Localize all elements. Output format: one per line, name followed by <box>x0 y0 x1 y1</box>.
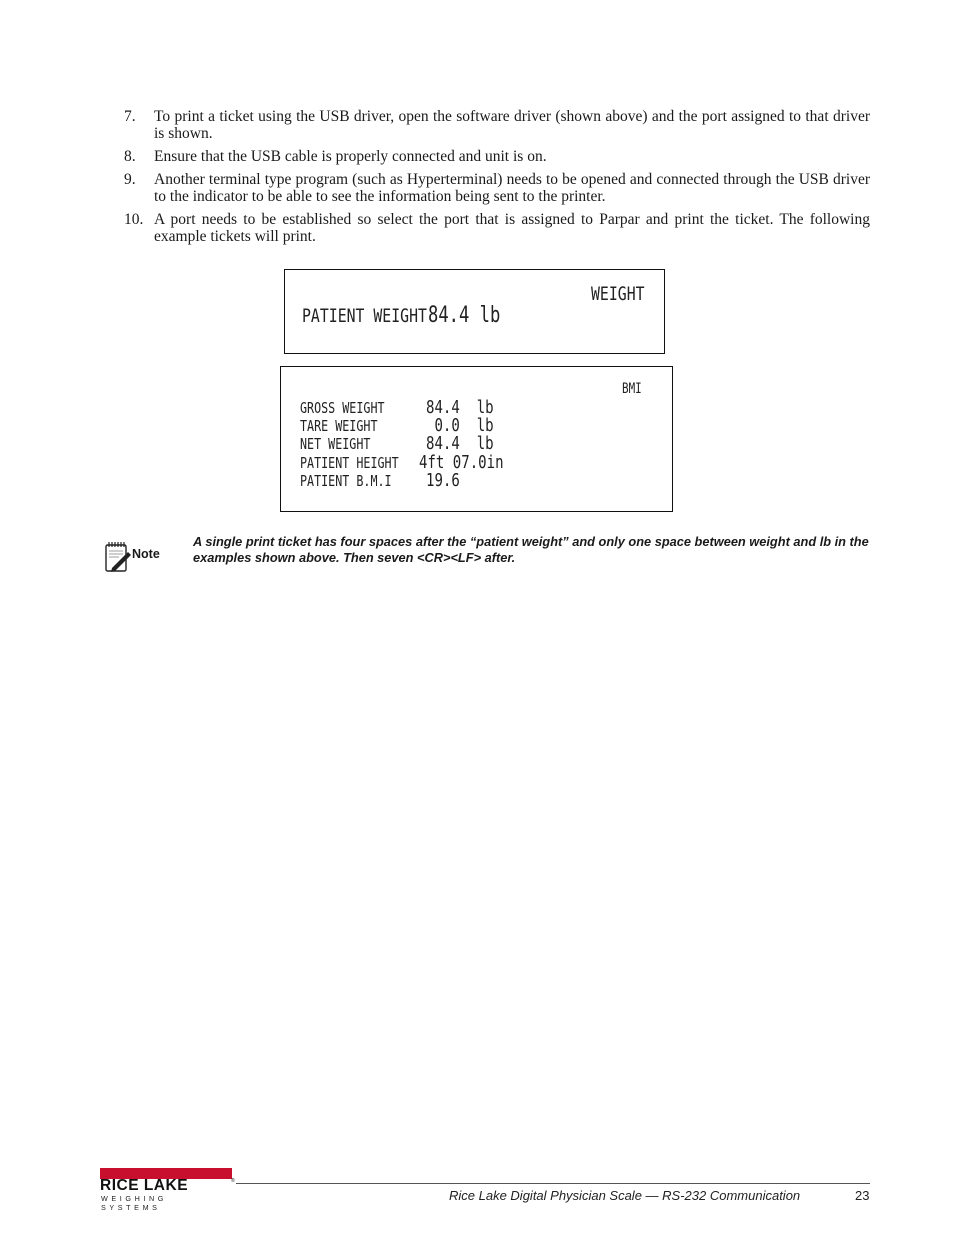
logo-name: RICE LAKE <box>100 1177 189 1194</box>
net-weight-value: 84.4 lb <box>426 433 494 454</box>
patient-bmi-label: PATIENT B.M.I <box>300 472 392 490</box>
step-number: 8. <box>124 148 136 165</box>
logo-subtitle: WEIGHING SYSTEMS <box>101 1194 167 1212</box>
step-text: Another terminal type program (such as Hyperterminal) needs to be opened and connected through the USB driver to the indicator to be able to see the information being sent to the printer. <box>154 171 870 205</box>
step-7 <box>124 108 870 142</box>
step-8 <box>124 148 870 165</box>
patient-height-label: PATIENT HEIGHT <box>300 454 399 472</box>
step-9 <box>124 171 870 205</box>
notepad-pencil-icon <box>104 540 131 573</box>
tare-weight-value: 0.0 lb <box>426 415 494 436</box>
rice-lake-logo <box>100 1168 235 1212</box>
note-text: A single print ticket has four spaces after the “patient weight” and only one space between weight and lb in the examples shown above. Then seven <CR><LF> after. <box>193 534 869 565</box>
patient-weight-label: PATIENT WEIGHT <box>302 305 427 327</box>
footer-title: Rice Lake Digital Physician Scale — RS-232 Communication <box>449 1188 801 1203</box>
footer-divider <box>236 1183 870 1184</box>
patient-bmi-value: 19.6 <box>426 470 460 491</box>
instruction-list <box>124 108 870 251</box>
step-text: To print a ticket using the USB driver, open the software driver (shown above) and the port assigned to that driver is shown. <box>154 108 870 142</box>
step-10 <box>124 211 870 245</box>
tare-weight-label: TARE WEIGHT <box>300 417 378 435</box>
step-number: 10. <box>124 211 144 228</box>
gross-weight-value: 84.4 lb <box>426 397 494 418</box>
step-number: 9. <box>124 171 136 188</box>
patient-weight-value: 84.4 lb <box>428 303 501 328</box>
page-number: 23 <box>855 1188 870 1203</box>
logo-registered-mark: ® <box>231 1178 235 1184</box>
net-weight-label: NET WEIGHT <box>300 435 371 453</box>
step-text: Ensure that the USB cable is properly connected and unit is on. <box>154 148 547 165</box>
step-number: 7. <box>124 108 136 125</box>
gross-weight-label: GROSS WEIGHT <box>300 399 385 417</box>
note-label: Note <box>132 547 160 561</box>
ticket-title: BMI <box>622 381 642 397</box>
bmi-ticket <box>280 366 673 512</box>
patient-height-value: 4ft 07.0in <box>419 452 504 473</box>
weight-ticket <box>284 269 665 354</box>
step-text: A port needs to be established so select the port that is assigned to Parpar and print the ticket. The following example tickets will print. <box>154 211 870 245</box>
ticket-title: WEIGHT <box>591 283 645 305</box>
